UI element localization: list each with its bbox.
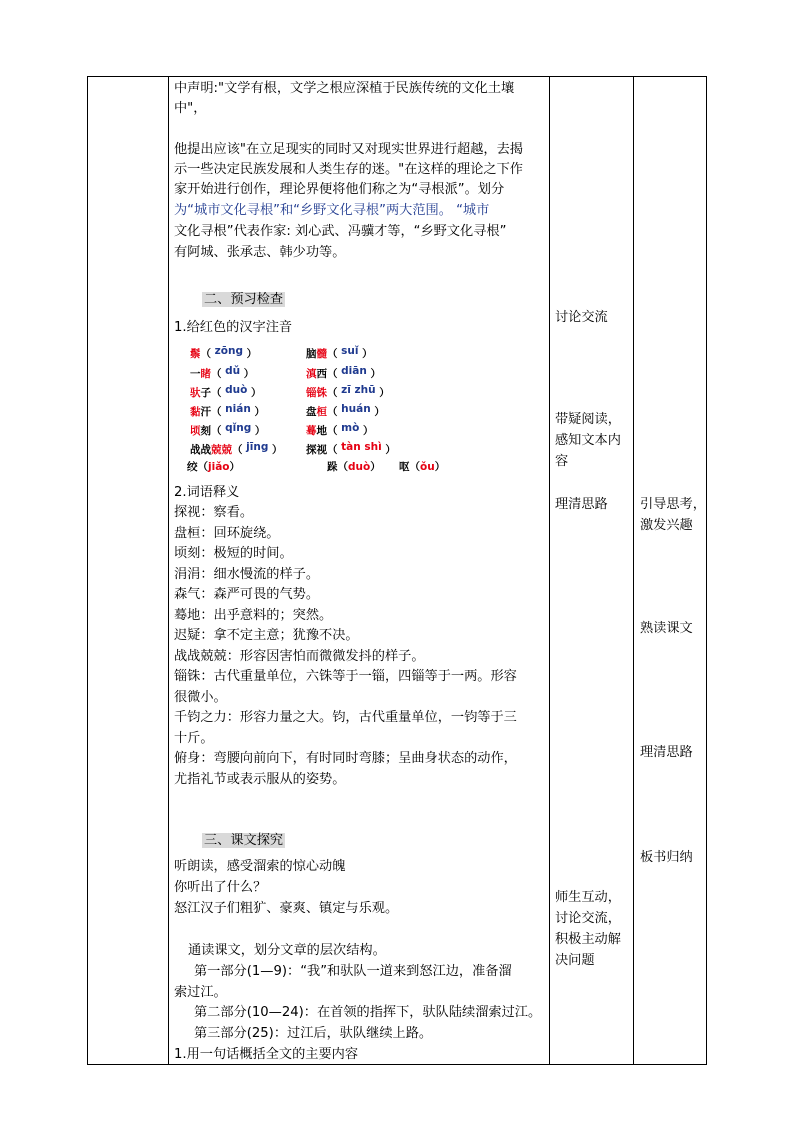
target-char: 兢兢 [211,444,232,456]
pinyin-item [190,385,262,400]
target-char: 滇 [306,368,317,380]
paren-open: （ [211,387,226,399]
paren-close: ） [434,461,446,473]
column-divider [168,77,169,1064]
pinyin-item [306,423,373,438]
intro-line: 中声明:"文学有根，文学之根应深植于民族传统的文化土壤 [174,81,515,96]
pinyin-item [399,459,445,474]
intro-line: 文化寻根”代表作家: 刘心武、冯骥才等，“乡野文化寻根” [174,224,507,239]
pinyin-answer: suǐ [341,345,359,357]
word-prefix: 一 [190,368,201,380]
pinyin-item [190,442,283,457]
paren-close: ） [240,368,255,380]
target-char: 睹 [200,368,211,380]
definition-line: 千钧之力：形容力量之大。钧，古代重量单位，一钧等于三 [174,710,517,725]
word-suffix: 地 [316,425,327,437]
structure-part: 索过江。 [174,985,227,1000]
intro-line: 为“城市文化寻根”和“乡野文化寻根”两大范围。 “城市 [174,203,490,218]
pinyin-item [187,459,240,474]
definition-line: 俯身：弯腰向前向下，有时同时弯膝；呈曲身状态的动作， [174,751,517,766]
target-char: 锱铢 [306,387,327,399]
section-heading-preview [202,290,285,310]
paren-close: ） [268,444,283,456]
definition-line: 森气：森严可畏的气势。 [174,587,320,602]
paren-open: （ [409,461,420,473]
definition-line: 尤指礼节或表示服从的姿势。 [174,771,346,787]
word-suffix: 西 [316,368,327,380]
target-char: 桓 [316,406,327,418]
pinyin-item [190,366,254,381]
section-heading-text: 二、预习检查 [204,292,284,307]
paren-open: （ [327,425,342,437]
structure-intro: 通读课文，划分文章的层次结构。 [188,943,386,958]
design-intent-text: 理清思路 [640,745,693,760]
paren-open: （ [327,406,342,418]
task-definitions: 2.词语释义 [174,485,240,500]
word-suffix: 子 [200,387,211,399]
target-char: 髓 [316,348,327,360]
intro-line: 家开始进行创作，理论界便将他们称之为“寻根派”。划分 [174,182,505,197]
pinyin-answer: zōng [214,345,243,357]
pinyin-item [306,404,385,419]
paren-close: ） [359,425,374,437]
paren-close: ） [366,368,381,380]
definition-line: 锱铢：古代重量单位，六铢等于一锱，四锱等于一两。形容 [174,669,517,684]
paren-close: ） [251,425,266,437]
student-activity-text: 积极主动解 [555,932,621,947]
student-activity-text: 师生互动， [555,890,621,905]
pinyin-answer: huán [341,403,371,415]
target-char: 驮 [190,387,201,399]
word-prefix: 战战 [190,444,211,456]
paren-open: （ [197,461,208,473]
pinyin-item [306,346,373,361]
pinyin-answer: nián [225,403,251,415]
target-char: 鬃 [190,348,201,360]
word-prefix: 盘 [306,406,317,418]
pinyin-answer: ǒu [420,461,435,473]
paren-open: （ [327,368,342,380]
definition-line: 很微小。 [174,689,227,705]
structure-part: 第二部分(10—24)：在首领的指挥下，驮队陆续溜索过江。 [194,1005,542,1020]
section-heading-text: 三、课文探究 [204,833,284,848]
pinyin-item [306,366,381,381]
pinyin-answer: zī zhū [341,384,376,396]
student-activity-text: 讨论交流 [555,310,608,325]
paren-close: ） [381,444,396,456]
lesson-plan-table [87,76,707,1065]
design-intent-text: 板书归纳 [640,850,693,865]
definition-line: 蓦地：出乎意料的；突然。 [174,607,333,623]
student-activity-text: 讨论交流， [555,911,621,926]
intro-line: 有阿城、张承志、韩少功等。 [174,245,346,260]
word-suffix: 刻 [200,425,211,437]
paren-open: （ [200,348,215,360]
paren-open: （ [337,461,348,473]
paren-open: （ [327,444,342,456]
paren-close: ） [247,387,262,399]
paren-close: ） [358,348,373,360]
target-char: 顷 [190,425,201,437]
paren-open: （ [327,348,342,360]
paren-open: （ [211,368,226,380]
pinyin-item [190,423,265,438]
paren-close: ） [375,387,390,399]
student-activity-text: 决问题 [555,953,595,968]
paren-close: ） [229,461,240,473]
column-divider [549,77,550,1064]
pinyin-answer: jīng [246,441,269,453]
target-char: 蓦 [306,425,317,437]
word-prefix: 探视 [306,444,327,456]
target-char: 跺 [327,461,338,473]
definition-line: 迟疑：拿不定主意；犹豫不决。 [174,628,359,643]
definition-line: 盘桓：回环旋绕。 [174,525,280,541]
pinyin-item [327,459,381,474]
target-char: 呕 [399,461,410,473]
word-prefix: 脑 [306,348,317,360]
pinyin-answer: mò [341,422,360,434]
paren-open: （ [211,425,226,437]
paren-open: （ [327,387,342,399]
definition-line: 顷刻：极短的时间。 [174,546,293,561]
paren-close: ） [250,406,265,418]
structure-part: 第一部分(1—9)：“我”和驮队一道来到怒江边，准备溜 [194,964,512,979]
summary-task: 1.用一句话概括全文的主要内容 [174,1047,359,1062]
pinyin-answer: tàn shì [341,441,382,453]
definition-line: 十斤。 [174,730,214,746]
design-intent-text: 熟读课文 [640,621,693,636]
intro-line: 他提出应该"在立足现实的同时又对现实世界进行超越，去揭 [174,142,523,157]
paren-close: ） [242,348,258,360]
pinyin-answer: dǔ [225,365,241,377]
paren-close: ） [370,406,385,418]
student-activity-text: 容 [555,454,569,469]
student-activity-text: 带疑阅读， [555,412,621,427]
design-intent-text: 激发兴趣 [640,518,693,533]
student-activity-text: 感知文本内 [555,433,621,448]
intro-line: 示一些决定民族发展和人类生存的迷。"在这样的理论之下作 [174,162,523,177]
pinyin-item [190,346,257,361]
student-activity-text: 理清思路 [555,497,608,512]
explore-line: 怒江汉子们粗犷、豪爽、镇定与乐观。 [174,901,399,916]
pinyin-item [306,442,396,457]
pinyin-answer: jiǎo [208,461,230,473]
explore-line: 听朗读，感受溜索的惊心动魄 [174,859,346,874]
paren-open: （ [232,444,247,456]
column-divider [633,77,634,1064]
target-char: 黏 [190,406,201,418]
target-char: 绞 [187,461,198,473]
structure-part: 第三部分(25)：过江后，驮队继续上路。 [194,1026,433,1041]
section-heading-explore [202,831,285,851]
pinyin-answer: diān [341,365,367,377]
intro-line: 中"， [174,101,207,116]
pinyin-item [306,385,390,400]
pinyin-answer: duò [348,461,371,473]
definition-line: 探视：察看。 [174,505,254,520]
paren-open: （ [211,406,226,418]
pinyin-answer: qǐng [225,422,252,434]
pinyin-item [190,404,265,419]
word-suffix: 汗 [200,406,211,418]
definition-line: 涓涓：细水慢流的样子。 [174,566,320,582]
explore-line: 你听出了什么？ [174,880,267,895]
task-pinyin: 1.给红色的汉字注音 [174,320,293,335]
paren-close: ） [370,461,381,473]
pinyin-answer: duò [225,384,248,396]
definition-line: 战战兢兢：形容因害怕而微微发抖的样子。 [174,648,425,664]
design-intent-text: 引导思考， [640,497,706,512]
